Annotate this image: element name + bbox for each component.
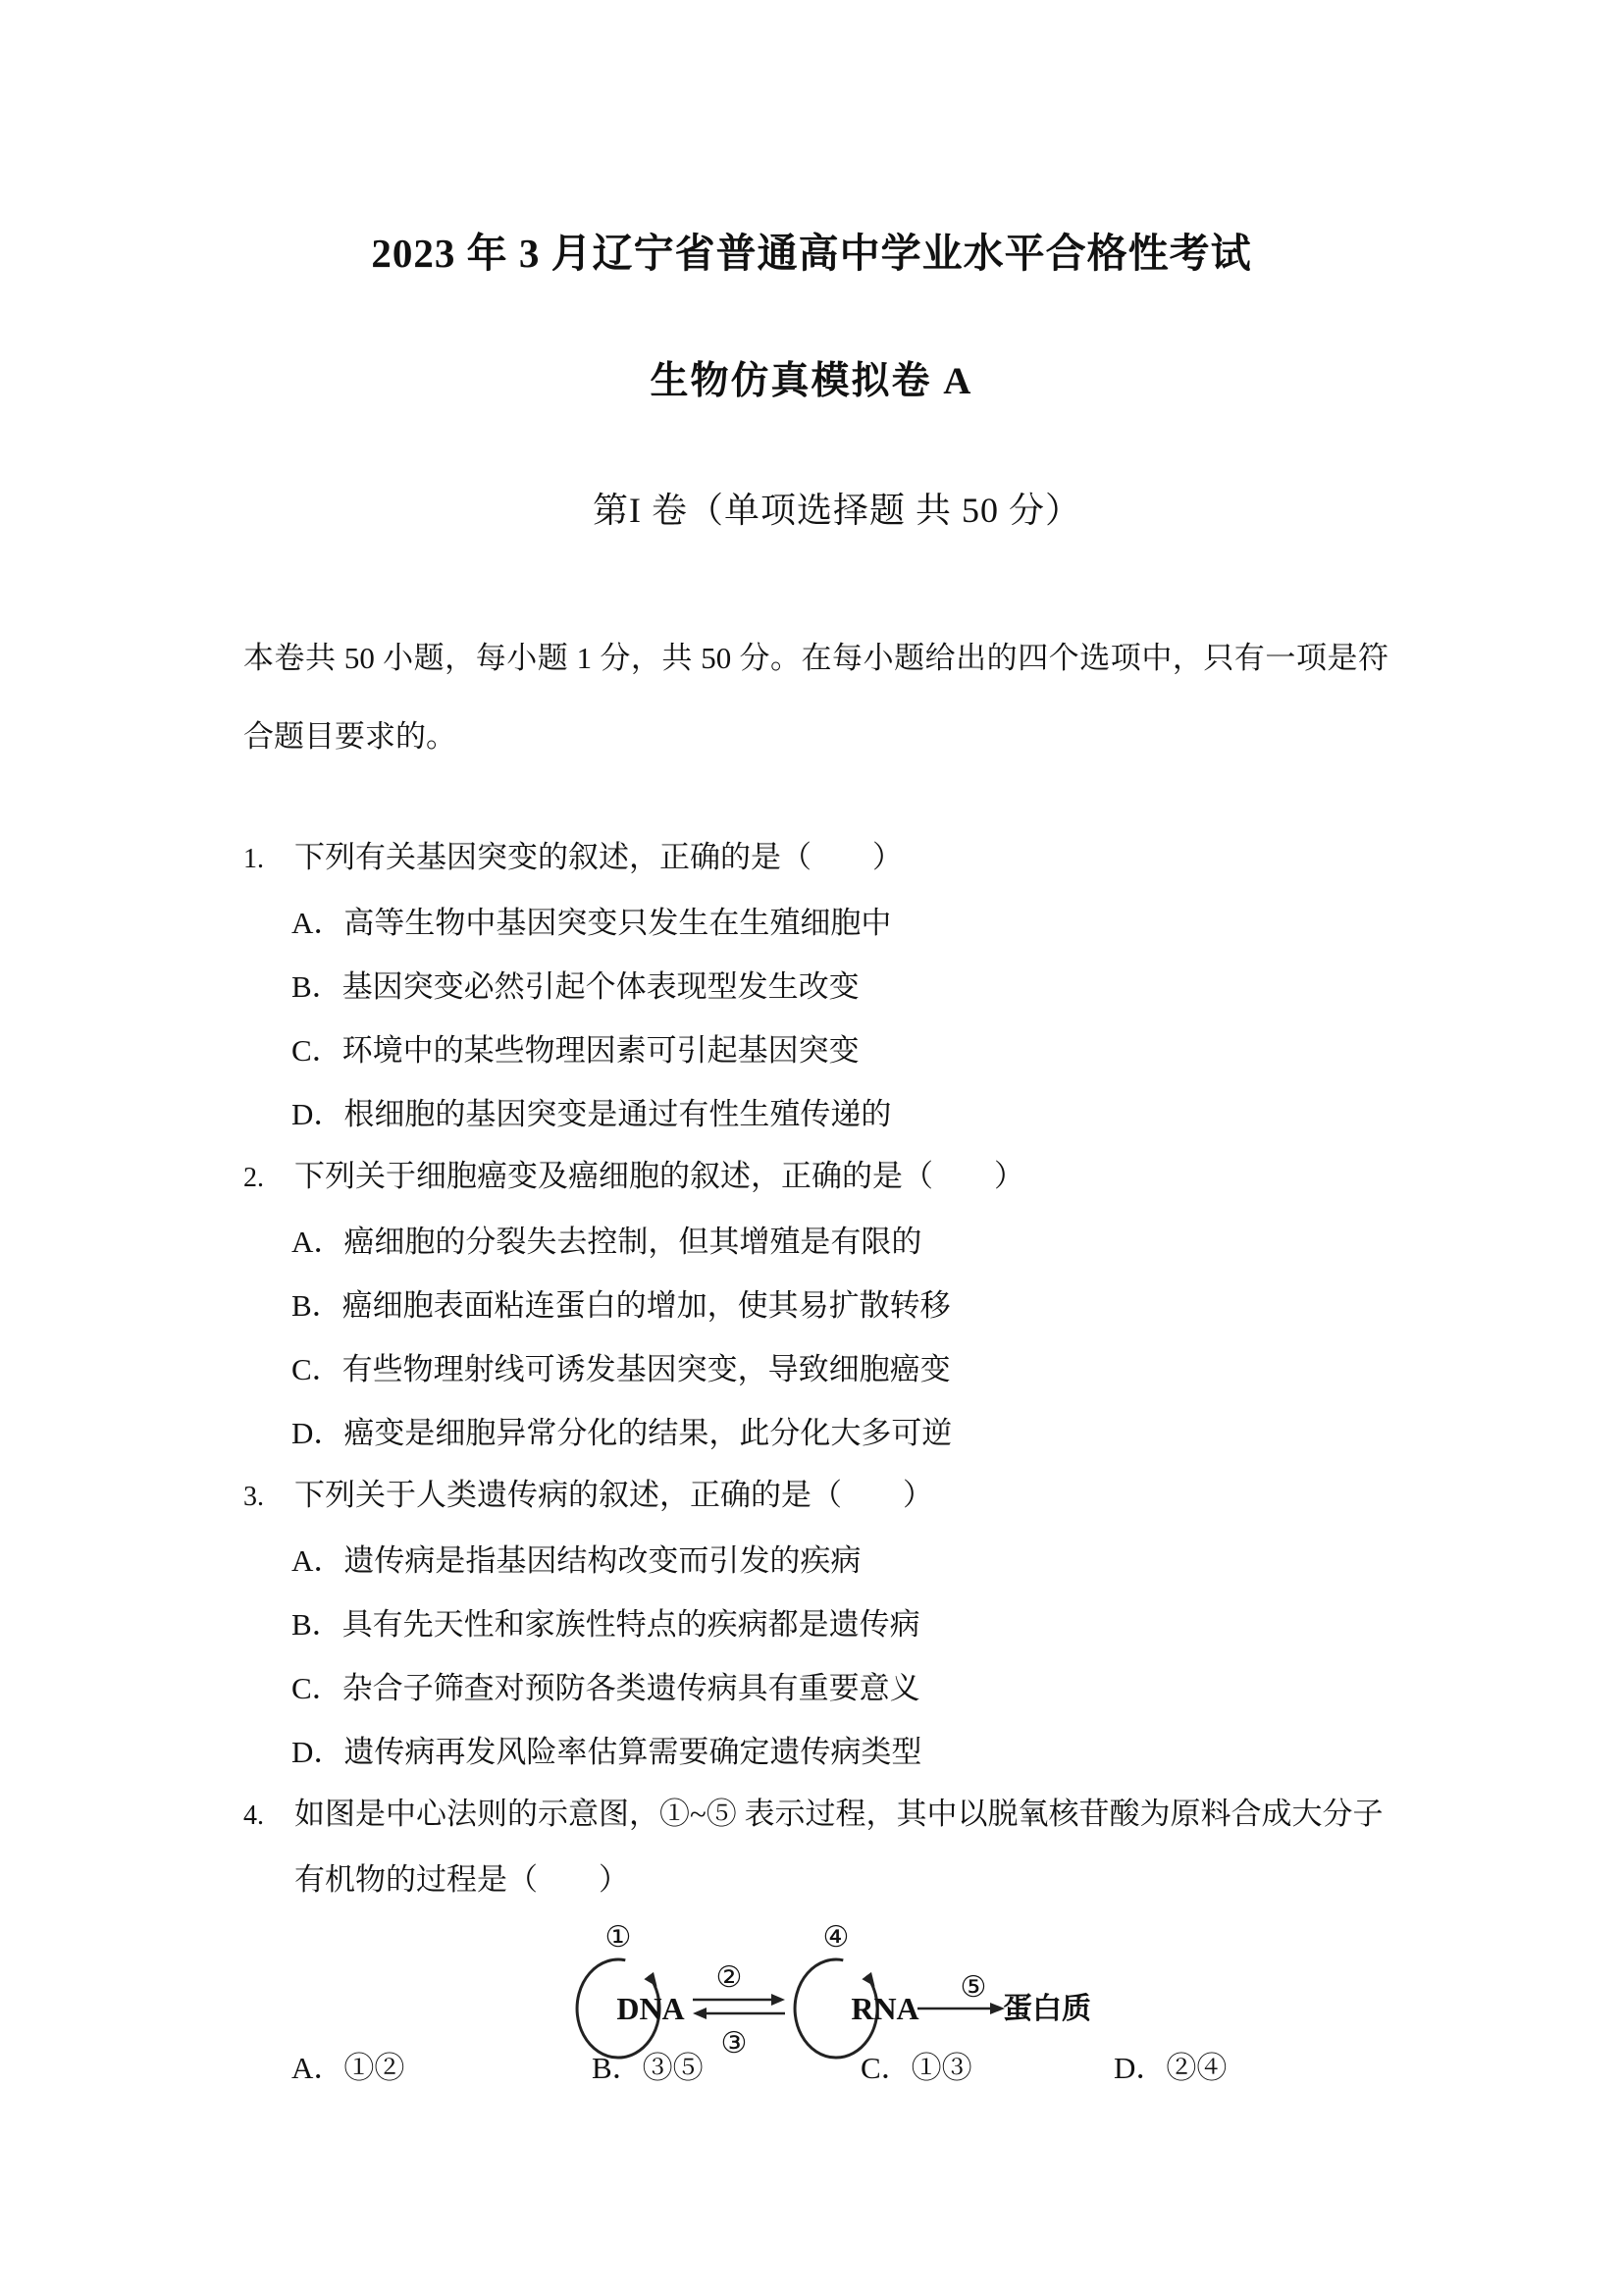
question-2-option-b: B．癌细胞表面粘连蛋白的增加，使其易扩散转移 — [291, 1288, 951, 1323]
transcription-arrowhead — [771, 1994, 785, 2006]
question-1-option-d: D．根细胞的基因突变是通过有性生殖传递的 — [291, 1097, 892, 1131]
question-3-number: 3. — [243, 1482, 264, 1512]
question-4 — [243, 1782, 1408, 1911]
question-1-stem-row — [243, 825, 1408, 891]
question-1 — [243, 825, 1408, 1146]
central-dogma-diagram — [540, 1904, 1094, 2065]
question-4-option-c: C．①③ — [861, 2051, 972, 2085]
question-2-option-c: C．有些物理射线可诱发基因突变，导致细胞癌变 — [291, 1352, 951, 1386]
question-2-option-a: A．癌细胞的分裂失去控制，但其增殖是有限的 — [291, 1225, 922, 1259]
question-2-option-d: D．癌变是细胞异常分化的结果，此分化大多可逆 — [291, 1416, 953, 1450]
question-1-stem: 下列有关基因突变的叙述，正确的是（ ） — [294, 840, 903, 874]
question-3 — [243, 1463, 1408, 1784]
question-1-number: 1. — [243, 844, 264, 874]
question-4-stem-row — [243, 1782, 1408, 1911]
question-4-option-a: A．①② — [291, 2051, 405, 2085]
question-1-option-a: A．高等生物中基因突变只发生在生殖细胞中 — [291, 906, 892, 940]
question-3-option-c: C．杂合子筛查对预防各类遗传病具有重要意义 — [291, 1671, 920, 1705]
section-heading: 第I 卷（单项选择题 共 50 分） — [593, 491, 1081, 530]
question-4-answer-row — [0, 2052, 1623, 2091]
step-1-badge: ① — [604, 1921, 632, 1954]
question-4-option-d: D．②④ — [1114, 2051, 1228, 2085]
protein-label: 蛋白质 — [1003, 1993, 1091, 2025]
dna-label: DNA — [616, 1991, 685, 2026]
intro-paragraph: 本卷共 50 小题，每小题 1 分，共 50 分。在每小题给出的四个选项中，只有一项是符合题目要求的。 — [243, 641, 1388, 754]
question-1-option-c: C．环境中的某些物理因素可引起基因突变 — [291, 1033, 860, 1068]
rna-replication-arrowhead — [862, 1972, 874, 1987]
step-2-badge: ② — [715, 1961, 743, 1994]
exam-title: 2023 年 3 月辽宁省普通高中学业水平合格性考试 — [371, 231, 1252, 276]
question-4-option-b: B．③⑤ — [592, 2051, 704, 2085]
question-2-stem: 下列关于细胞癌变及癌细胞的叙述，正确的是（ ） — [294, 1159, 1024, 1193]
question-4-number: 4. — [243, 1800, 264, 1831]
step-5-badge: ⑤ — [960, 1971, 987, 2004]
question-3-stem-row — [243, 1463, 1408, 1529]
question-2 — [243, 1144, 1408, 1465]
question-3-option-d: D．遗传病再发风险率估算需要确定遗传病类型 — [291, 1735, 922, 1769]
exam-subtitle: 生物仿真模拟卷 A — [650, 360, 973, 402]
step-3-badge: ③ — [720, 2027, 748, 2060]
step-4-badge: ④ — [822, 1921, 850, 1954]
question-3-stem: 下列关于人类遗传病的叙述，正确的是（ ） — [294, 1478, 933, 1512]
question-2-stem-row — [243, 1144, 1408, 1210]
dna-replication-arrowhead — [644, 1972, 656, 1987]
question-2-number: 2. — [243, 1163, 264, 1193]
question-4-stem: 如图是中心法则的示意图，①~⑤ 表示过程，其中以脱氧核苷酸为原料合成大分子有机物的过程是（ ） — [294, 1797, 1384, 1897]
question-3-option-a: A．遗传病是指基因结构改变而引发的疾病 — [291, 1543, 862, 1578]
rna-label: RNA — [851, 1991, 919, 2026]
question-3-option-b: B．具有先天性和家族性特点的疾病都是遗传病 — [291, 1607, 920, 1642]
question-1-option-b: B．基因突变必然引起个体表现型发生改变 — [291, 969, 860, 1004]
reverse-transcription-arrowhead — [693, 2008, 707, 2019]
